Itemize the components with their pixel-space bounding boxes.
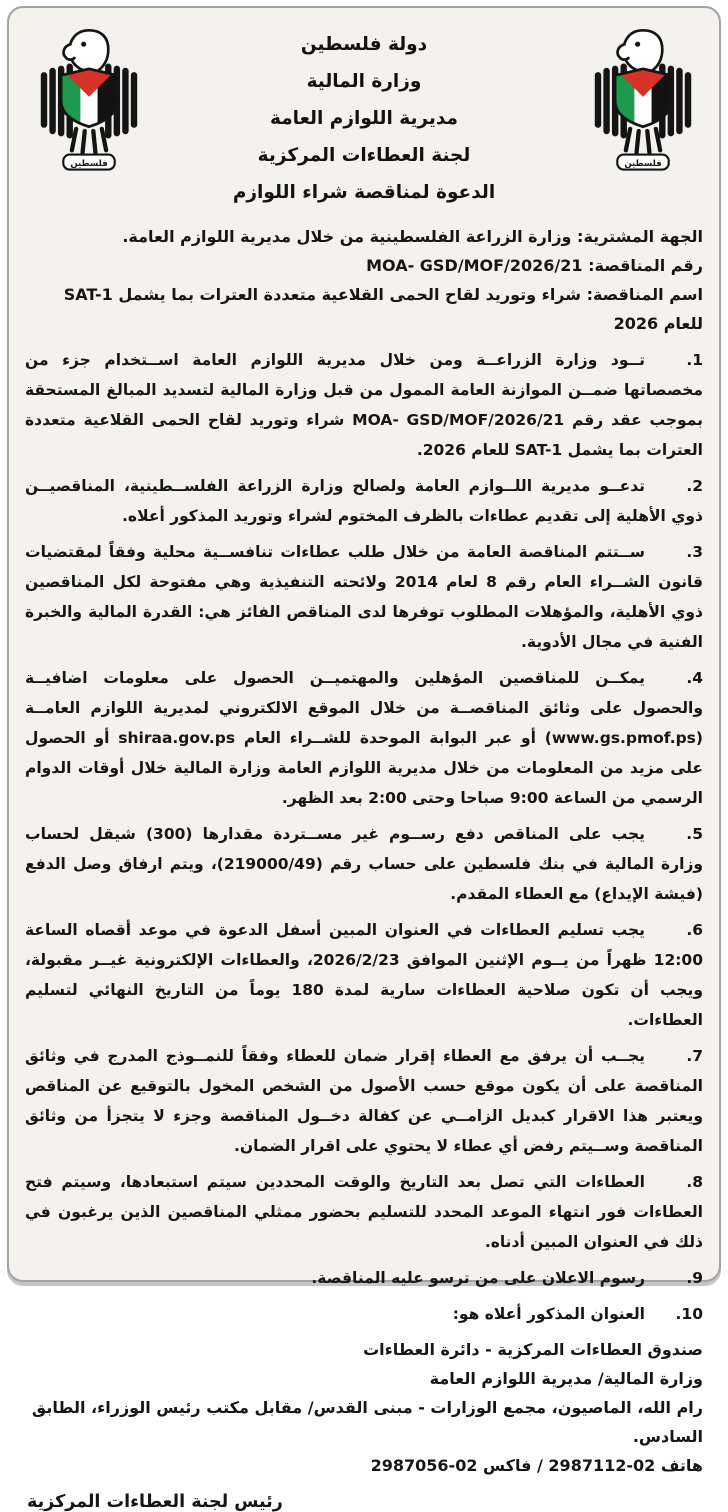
item-text: العنوان المذكور أعلاه هو: bbox=[452, 1305, 645, 1323]
item-text: يجب على المناقص دفع رســوم غير مســتردة مقدارها (300) شيقل لحساب وزارة المالية في بنك فلسطين على حساب رقم (219000/49)، ويتم ارفاق وصل الدفع (فيشة الإيداع) مع العطاء المقدم. bbox=[25, 825, 704, 903]
item-number: 4. bbox=[686, 669, 703, 687]
item-number: 1. bbox=[686, 351, 703, 369]
eagle-tail bbox=[72, 129, 106, 153]
list-item bbox=[25, 1299, 703, 1329]
buyer-line: الجهة المشترية: وزارة الزراعة الفلسطينية من خلال مديرية اللوازم العامة. bbox=[122, 227, 703, 246]
item-text: تــود وزارة الزراعــة ومن خلال مديرية اللوازم العامة اســتخدام جزء من مخصصاتها ضمــن الموازنة العامة الممول من قبل وزارة المالية لتسديد المبالغ المستحقة بموجب عقد رقم MOA- GSD/MOF/2026/21 شراء وتوريد لقاح الحمى القلاعية متعددة العترات بما يشمل SAT-1 للعام 2026. bbox=[25, 351, 703, 459]
tender-name-line: اسم المناقصة: شراء وتوريد لقاح الحمى القلاعية متعددة العترات بما يشمل SAT-1 للعام 2026 bbox=[63, 285, 703, 333]
item-text: يجــب أن يرفق مع العطاء إقرار ضمان للعطاء وفقاً للنمــوذج المدرج في وثائق المناقصة على أن يكون موقع حسب الأصول من الشخص المخول بالتوقيع عن المناقص ويعتبر هذا الاقرار كبديل الزامــي عن كفالة دخــول المناقصة وجزء لا يتجزأ من وثائق المناقصة وســيتم رفض أي عطاء لا يحتوي على اقرار الضمان. bbox=[25, 1047, 703, 1155]
palestine-coat-of-arms-icon bbox=[589, 26, 697, 176]
tender-announcement-document bbox=[7, 6, 721, 1512]
item-number: 6. bbox=[686, 921, 703, 939]
item-text: العطاءات التي تصل بعد التاريخ والوقت المحددين سيتم استبعادها، وسيتم فتح العطاءات فور انتهاء الموعد المحدد للتسليم بحضور ممثلي المناقصين الذين يرغبون في ذلك في العنوان المبين أدناه. bbox=[25, 1173, 703, 1251]
scroll-banner bbox=[617, 155, 668, 170]
item-number: 9. bbox=[686, 1269, 703, 1287]
item-text: يجب تسليم العطاءات في العنوان المبين أسفل الدعوة في موعد أقصاه الساعة 12:00 ظهراً من يــوم الإثنين الموافق 2026/2/23، والعطاءات الإلكترونية غيــر مقبولة، ويجب أن تكون صلاحية العطاءات سارية لمدة 180 يوماً من التاريخ النهائي لتسليم العطاءات. bbox=[25, 921, 703, 1029]
document-body bbox=[25, 222, 703, 1512]
palestine-coat-of-arms-icon bbox=[35, 26, 143, 176]
item-number: 2. bbox=[686, 477, 703, 495]
address-location: رام الله، الماصيون، مجمع الوزارات - مبنى القدس/ مقابل مكتب رئيس الوزراء، الطابق السادس. bbox=[31, 1398, 703, 1446]
ministry-title: وزارة المالية bbox=[306, 71, 422, 92]
eagle-tail bbox=[626, 129, 660, 153]
list-item bbox=[25, 345, 703, 465]
list-item bbox=[25, 915, 703, 1035]
address-phone-fax: هاتف 02-2987112 / فاكس 02-2987056 bbox=[370, 1456, 703, 1475]
state-title: دولة فلسطين bbox=[300, 34, 428, 55]
address-block bbox=[25, 1335, 703, 1480]
item-text: ســتتم المناقصة العامة من خلال طلب عطاءات تنافســية محلية وفقاً لمقتضيات قانون الشــراء العام رقم 8 لعام 2014 ولائحته التنفيذية وهي مفتوحة لكل المناقصين ذوي الأهلية، والمؤهلات المطلوب توفرها لدى المناقص الفائز هي: القدرة المالية والخبرة الفنية في مجال الأدوية. bbox=[25, 543, 704, 651]
directorate-title: مديرية اللوازم العامة bbox=[270, 108, 458, 129]
item-number: 5. bbox=[686, 825, 703, 843]
item-number: 8. bbox=[686, 1173, 703, 1191]
address-tender-box: صندوق العطاءات المركزية - دائرة العطاءات bbox=[363, 1340, 703, 1359]
flag-shield bbox=[615, 69, 671, 127]
invitation-title: الدعوة لمناقصة شراء اللوازم bbox=[232, 182, 496, 203]
item-number: 7. bbox=[686, 1047, 703, 1065]
signature-committee-chair: رئيس لجنة العطاءات المركزية bbox=[27, 1492, 283, 1512]
item-text: رسوم الاعلان على من ترسو عليه المناقصة. bbox=[311, 1269, 645, 1287]
conditions-list bbox=[25, 345, 703, 1329]
list-item bbox=[25, 471, 703, 531]
list-item bbox=[25, 663, 703, 813]
list-item bbox=[25, 1263, 703, 1293]
flag-shield bbox=[61, 69, 117, 127]
scroll-text: فلسطين bbox=[70, 158, 108, 169]
item-number: 3. bbox=[686, 543, 703, 561]
scroll-text: فلسطين bbox=[624, 158, 662, 169]
list-item bbox=[25, 1041, 703, 1161]
list-item bbox=[25, 1167, 703, 1257]
tender-number-line: رقم المناقصة: MOA- GSD/MOF/2026/21 bbox=[366, 256, 703, 275]
item-text: تدعــو مديرية اللــوازم العامة ولصالح وزارة الزراعة الفلســطينية، المناقصيــن ذوي الأهلية إلى تقديم عطاءات بالظرف المختوم لشراء وتوريد المذكور أعلاه. bbox=[25, 477, 703, 525]
committee-title: لجنة العطاءات المركزية bbox=[257, 145, 471, 166]
item-text: يمكــن للمناقصين المؤهلين والمهتميــن الحصول على معلومات اضافيــة والحصول على وثائق المناقصــة من خلال الموقع الالكتروني لمديرية اللوازم العامــة (www.gs.pmof.ps) أو عبر البوابة الموحدة للشــراء العام shiraa.gov.ps أو الحصول على مزيد من المعلومات من خلال مديرية اللوازم العامة وزارة المالية خلال أوقات الدوام الرسمي من الساعة 9:00 صباحا وحتى 2:00 بعد الظهر. bbox=[25, 669, 704, 807]
list-item bbox=[25, 537, 703, 657]
address-ministry: وزارة المالية/ مديرية اللوازم العامة bbox=[429, 1369, 703, 1388]
list-item bbox=[25, 819, 703, 909]
item-number: 10. bbox=[675, 1305, 703, 1323]
scroll-banner bbox=[63, 155, 114, 170]
document-header bbox=[25, 18, 703, 214]
